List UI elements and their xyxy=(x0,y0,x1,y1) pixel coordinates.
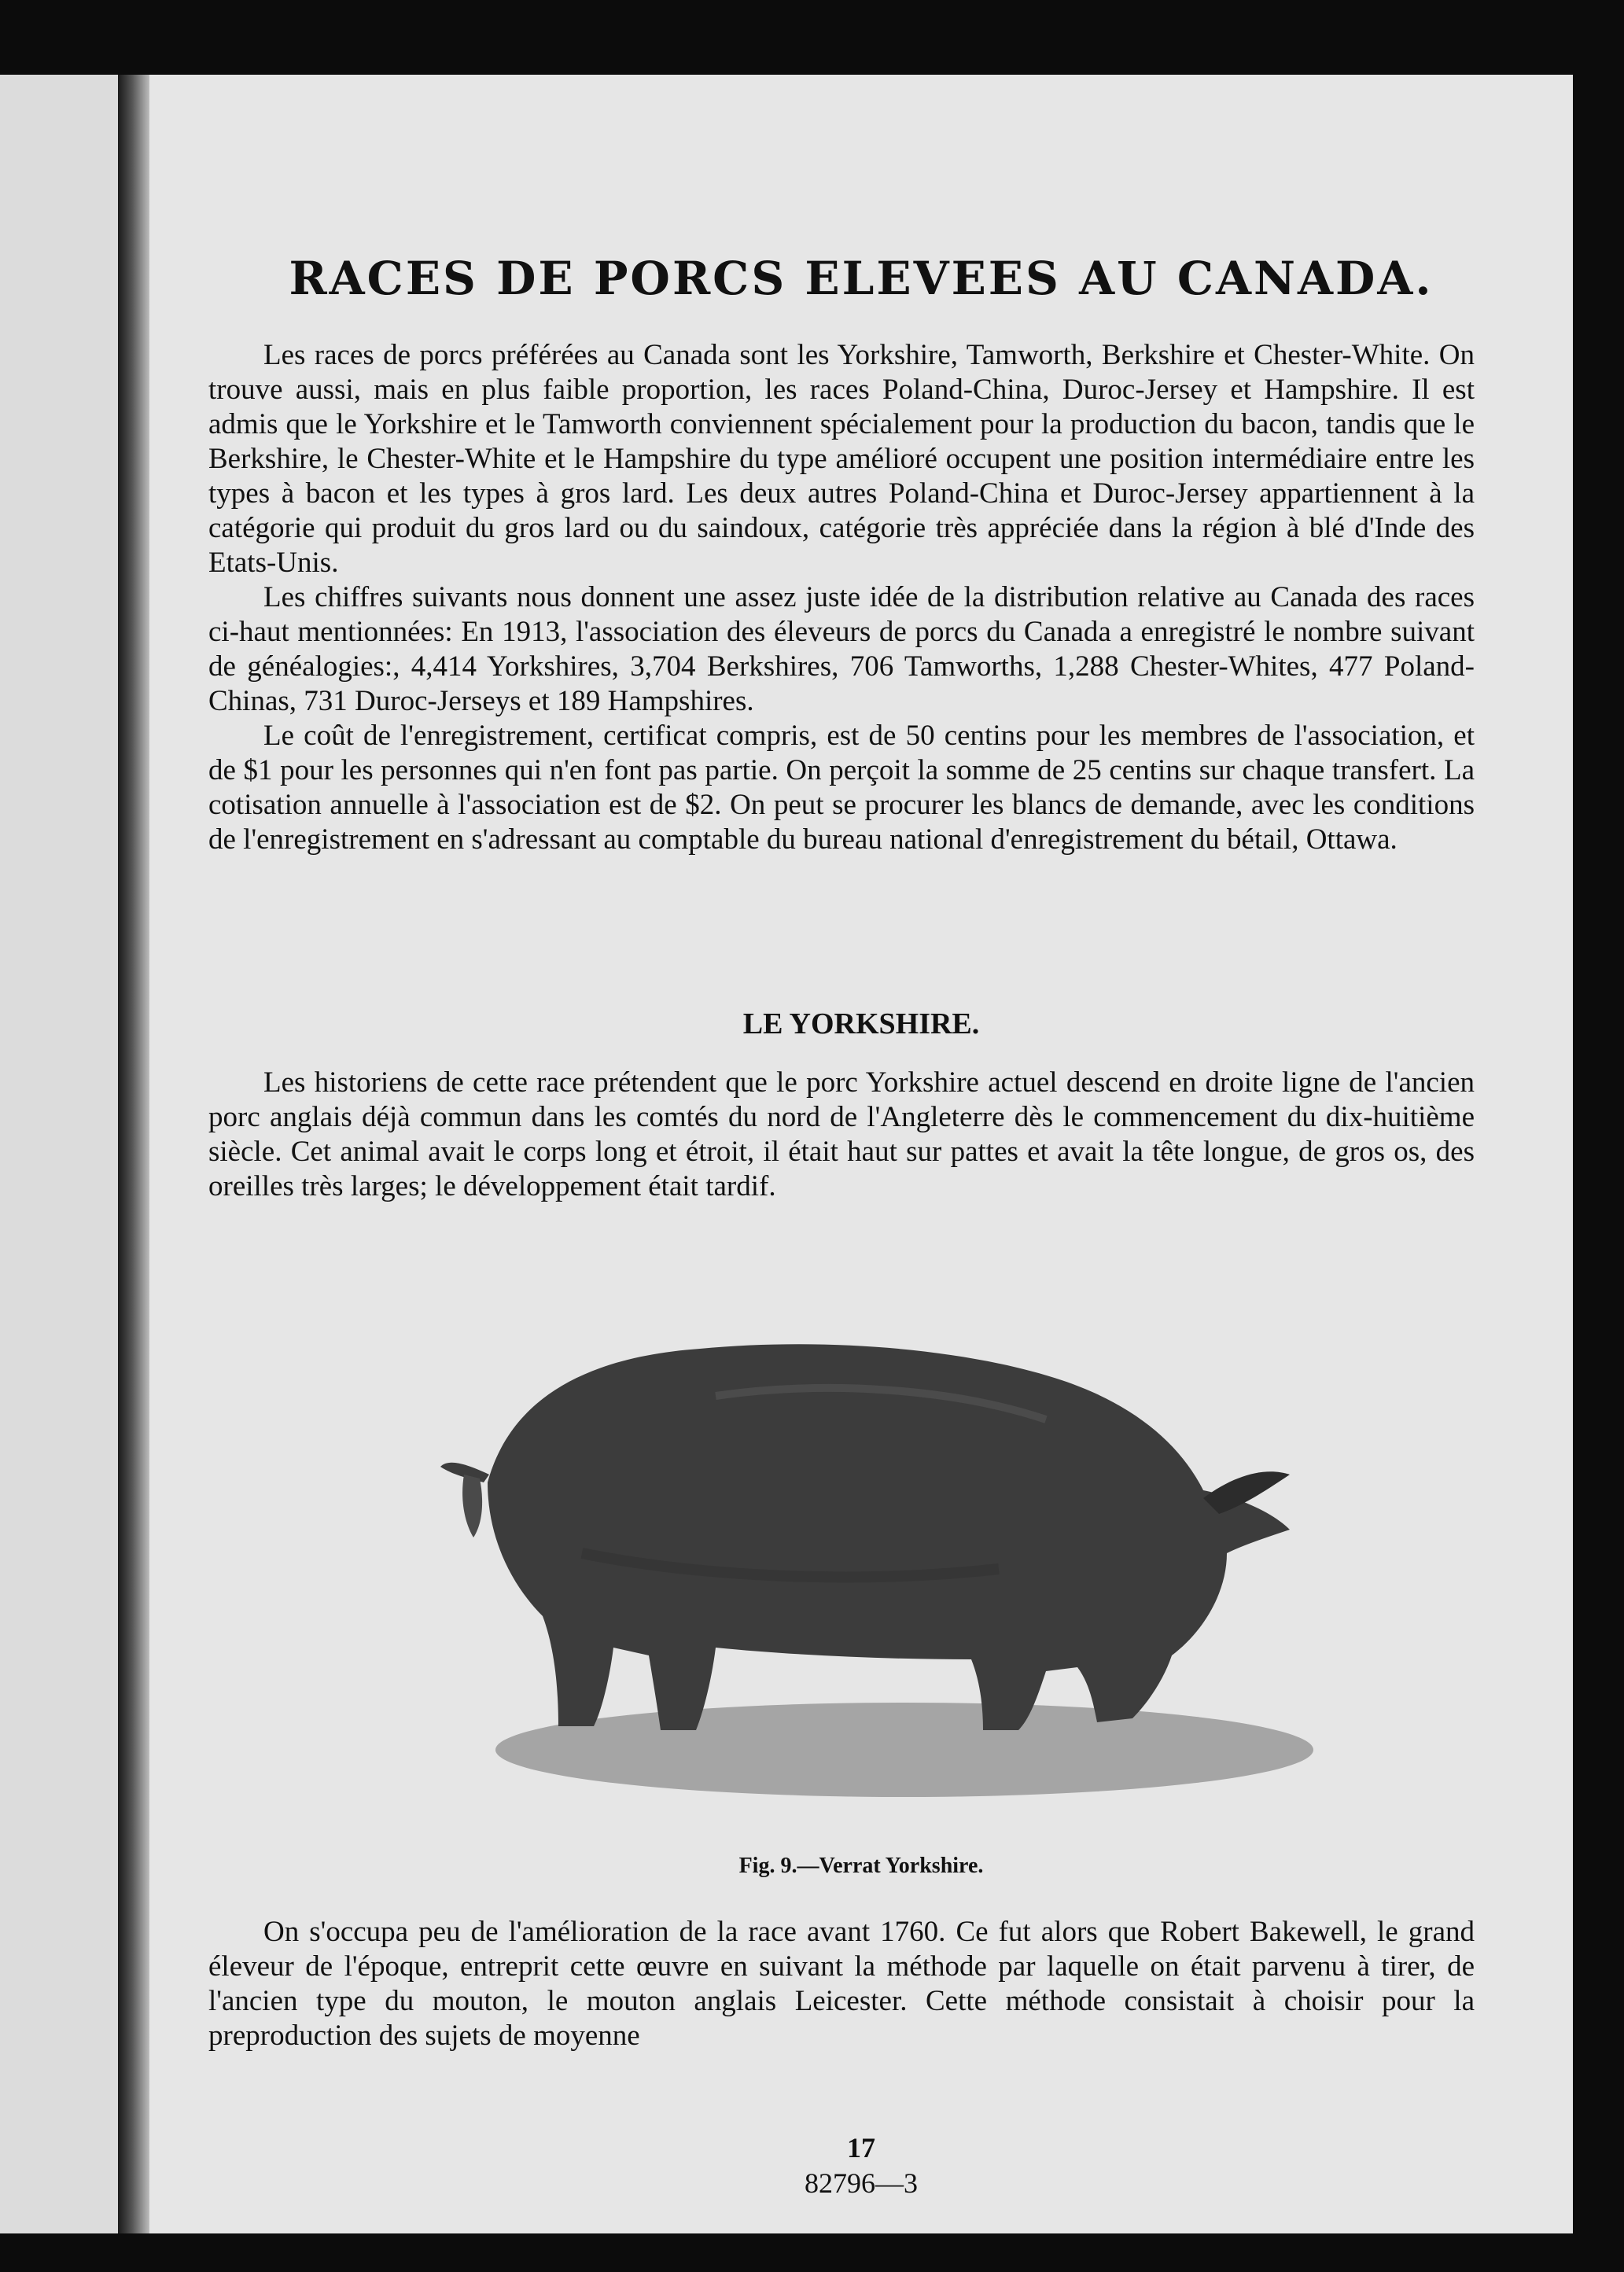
print-batch-number: 82796—3 xyxy=(805,2167,918,2199)
paragraph-statistics: Les chiffres suivants nous donnent une assez juste idée de la distribution relative au Canada des races ci-haut mentionnées: En 1913, l'association des éleveurs de porcs du Canada a enregistré le nombre suivant de généalogies:, 4,414 Yorkshires, 3,704 Berkshires, 706 Tamworths, 1,288 Chester-Whites, 477 Poland-Chinas, 731 Duroc-Jerseys et 189 Hampshires. xyxy=(208,581,1475,717)
adjacent-page-edge xyxy=(0,75,118,2233)
document-page xyxy=(149,75,1573,2233)
book-gutter-shadow xyxy=(118,75,149,2233)
yorkshire-boar-illustration xyxy=(385,1239,1408,1836)
paragraph-breeds: Les races de porcs préférées au Canada sont les Yorkshire, Tamworth, Berkshire et Chester-White. On trouve aussi, mais en plus faible proportion, les races Poland-China, Duroc-Jersey et Hampshire. Il est admis que le Yorkshire et le Tamworth conviennent spécialement pour la production du bacon, tandis que le Berkshire, le Chester-White et le Hampshire du type amélioré occupent une position intermédiaire entre les types à bacon et les types à gros lard. Les deux autres Poland-China et Duroc-Jersey appartiennent à la catégorie qui produit du gros lard ou du saindoux, catégorie très appréciée dans la région à blé d'Inde des Etats-Unis. xyxy=(208,339,1475,579)
paragraph-improvement: On s'occupa peu de l'amélioration de la race avant 1760. Ce fut alors que Robert Bakewell, le grand éleveur de l'époque, entreprit cette œuvre en suivant la méthode par laquelle on était parvenu à tirer, de l'ancien type du mouton, le mouton anglais Leicester. Cette méthode consistait à choisir pour la preproduction des sujets de moyenne xyxy=(208,1916,1475,2052)
page-title: RACES DE PORCS ELEVEES AU CANADA. xyxy=(289,252,1434,305)
paragraph-registration: Le coût de l'enregistrement, certificat compris, est de 50 centins pour les membres de l'association, et de $1 pour les personnes qui n'en font pas partie. On perçoit la somme de 25 centins sur chaque transfert. La cotisation annuelle à l'association est de $2. On peut se procurer les blancs de demande, avec les conditions de l'enregistrement en s'adressant au comptable du bureau national d'enregistrement du bétail, Ottawa. xyxy=(208,720,1475,856)
page-number: 17 xyxy=(847,2132,875,2163)
paragraph-yorkshire-history: Les historiens de cette race prétendent que le porc Yorkshire actuel descend en droite ligne de l'ancien porc anglais déjà commun dans les comtés du nord de l'Angleterre dès le commencement du dix-huitième siècle. Cet animal avait le corps long et étroit, il était haut sur pattes et avait la tête longue, de gros os, des oreilles très larges; le développement était tardif. xyxy=(208,1066,1475,1202)
closing-section xyxy=(208,1915,1475,2053)
yorkshire-section xyxy=(208,1066,1475,1204)
figure-caption: Fig. 9.—Verrat Yorkshire. xyxy=(738,1854,984,1878)
section-heading: LE YORKSHIRE. xyxy=(742,1007,980,1040)
intro-section xyxy=(208,338,1475,857)
